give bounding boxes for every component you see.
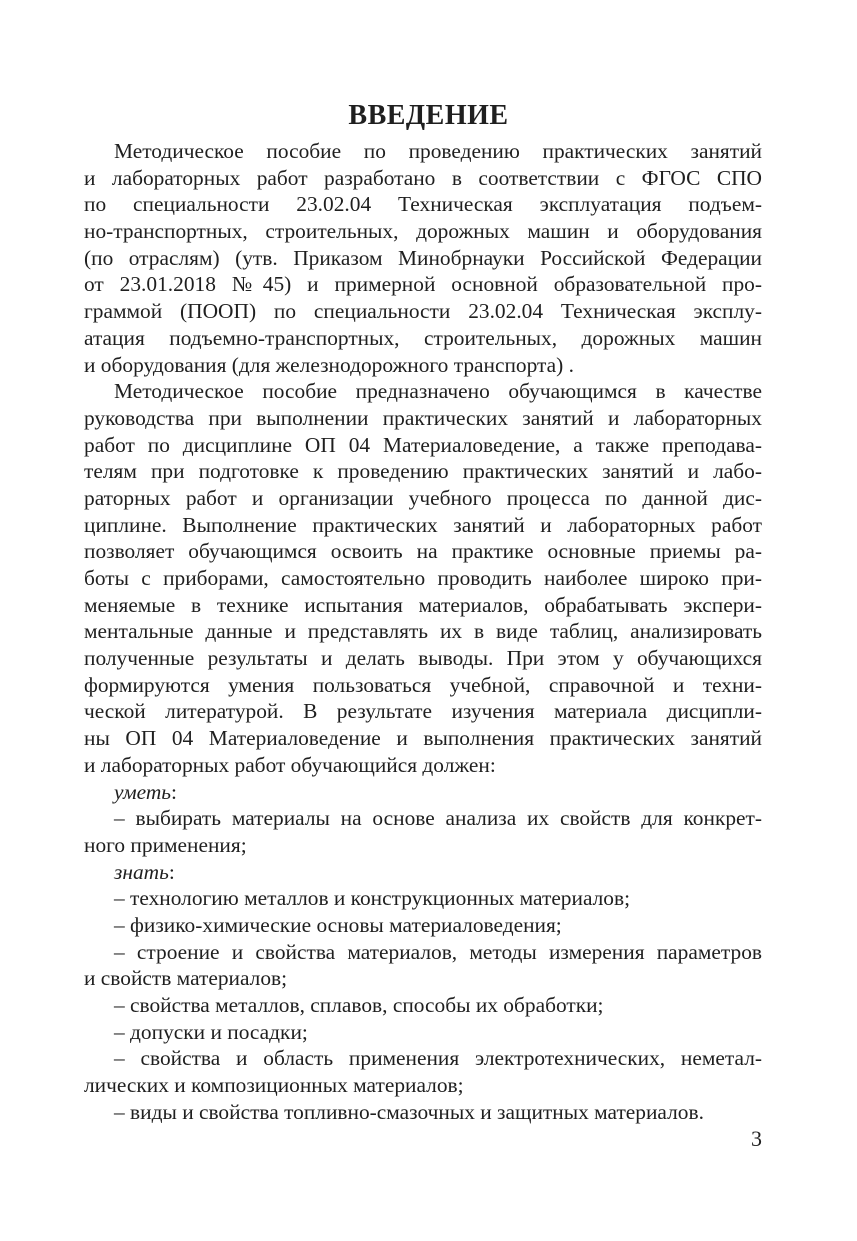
knowledge-item-line: – виды и свойства топливно-смазочных и защитных материалов. (114, 1099, 704, 1124)
paragraph-1-line: Методическое пособие по проведению практических занятий (114, 139, 762, 163)
skills-heading-word: уметь (114, 779, 172, 804)
skills-item-line: – выбирать материалы на основе анализа их свойств для конкрет- (114, 806, 762, 831)
paragraph-2-line: меняемые в технике испытания материалов, обрабатывать экспери- (84, 592, 762, 617)
knowledge-item-line: – строение и свойства материалов, методы измерения параметров (114, 939, 762, 964)
paragraph-1-line: граммой (ПООП) по специальности 23.02.04 Техническая эксплу- (84, 299, 762, 324)
paragraph-1-line: (по отраслям) (утв. Приказом Минобрнауки Российской Федерации (84, 245, 762, 270)
paragraph-2-line: раторных работ и организации учебного процесса по данной дис- (84, 485, 762, 510)
knowledge-item-line: – физико-химические основы материаловедения; (114, 912, 562, 937)
paragraph-2-line: работ по дисциплине ОП 04 Материаловедение, а также преподава- (84, 432, 762, 457)
paragraph-2-line: руководства при выполнении практических занятий и лабораторных (84, 405, 762, 430)
paragraph-1-line: и оборудования (для железнодорожного транспорта) . (84, 352, 574, 377)
knowledge-heading (84, 859, 762, 886)
paragraph-2-line: позволяет обучающимся освоить на практике основные приемы ра- (84, 539, 762, 564)
page-title: ВВЕДЕНИЕ (348, 100, 509, 131)
page-number: 3 (751, 1126, 762, 1151)
paragraph-2-line: формируются умения пользоваться учебной, справочной и техни- (84, 672, 762, 697)
paragraph-2-line: циплине. Выполнение практических занятий и лабораторных работ (84, 512, 762, 537)
knowledge-heading-word: знать (114, 859, 169, 884)
knowledge-item-line: и свойств материалов; (84, 966, 288, 991)
paragraph-1-line: и лабораторных работ разработано в соответствии с ФГОС СПО (84, 165, 762, 190)
knowledge-item-line: – свойства металлов, сплавов, способы их обработки; (114, 993, 604, 1017)
paragraph-2-line: телям при подготовке к проведению практических занятий и лабо- (84, 459, 762, 484)
knowledge-item-line: – свойства и область применения электротехнических, неметал- (114, 1046, 762, 1071)
paragraph-1-line: атация подъемно-транспортных, строительных, дорожных машин (84, 325, 762, 350)
knowledge-heading-colon: : (168, 859, 175, 884)
paragraph-2-line: ческой литературой. В результате изучения материала дисципли- (84, 699, 762, 724)
knowledge-item-line: – допуски и посадки; (114, 1019, 308, 1044)
skills-heading (84, 779, 762, 806)
paragraph-2-line: ны ОП 04 Материаловедение и выполнения практических занятий (84, 726, 762, 751)
skills-heading-colon: : (171, 779, 177, 804)
paragraph-2-line: и лабораторных работ обучающийся должен: (84, 752, 496, 777)
skills-item-line: ного применения; (84, 832, 247, 857)
paragraph-2-line: ментальные данные и представлять их в виде таблиц, анализировать (84, 619, 762, 644)
paragraph-2-line: полученные результаты и делать выводы. При этом у обучающихся (84, 646, 762, 671)
knowledge-item-line: лических и композиционных материалов; (84, 1073, 464, 1098)
paragraph-1-line: по специальности 23.02.04 Техническая эксплуатация подъем- (84, 192, 762, 217)
paragraph-2-line: Методическое пособие предназначено обучающимся в качестве (114, 379, 762, 404)
paragraph-2-line: боты с приборами, самостоятельно проводить наиболее широко при- (84, 566, 762, 590)
paragraph-1-line: от 23.01.2018 №45) и примерной основной образовательной про- (84, 272, 762, 297)
knowledge-item-line: – технологию металлов и конструкционных материалов; (114, 886, 631, 911)
body-text (84, 138, 762, 1125)
paragraph-1-line: но-транспортных, строительных, дорожных машин и оборудования (84, 219, 762, 244)
